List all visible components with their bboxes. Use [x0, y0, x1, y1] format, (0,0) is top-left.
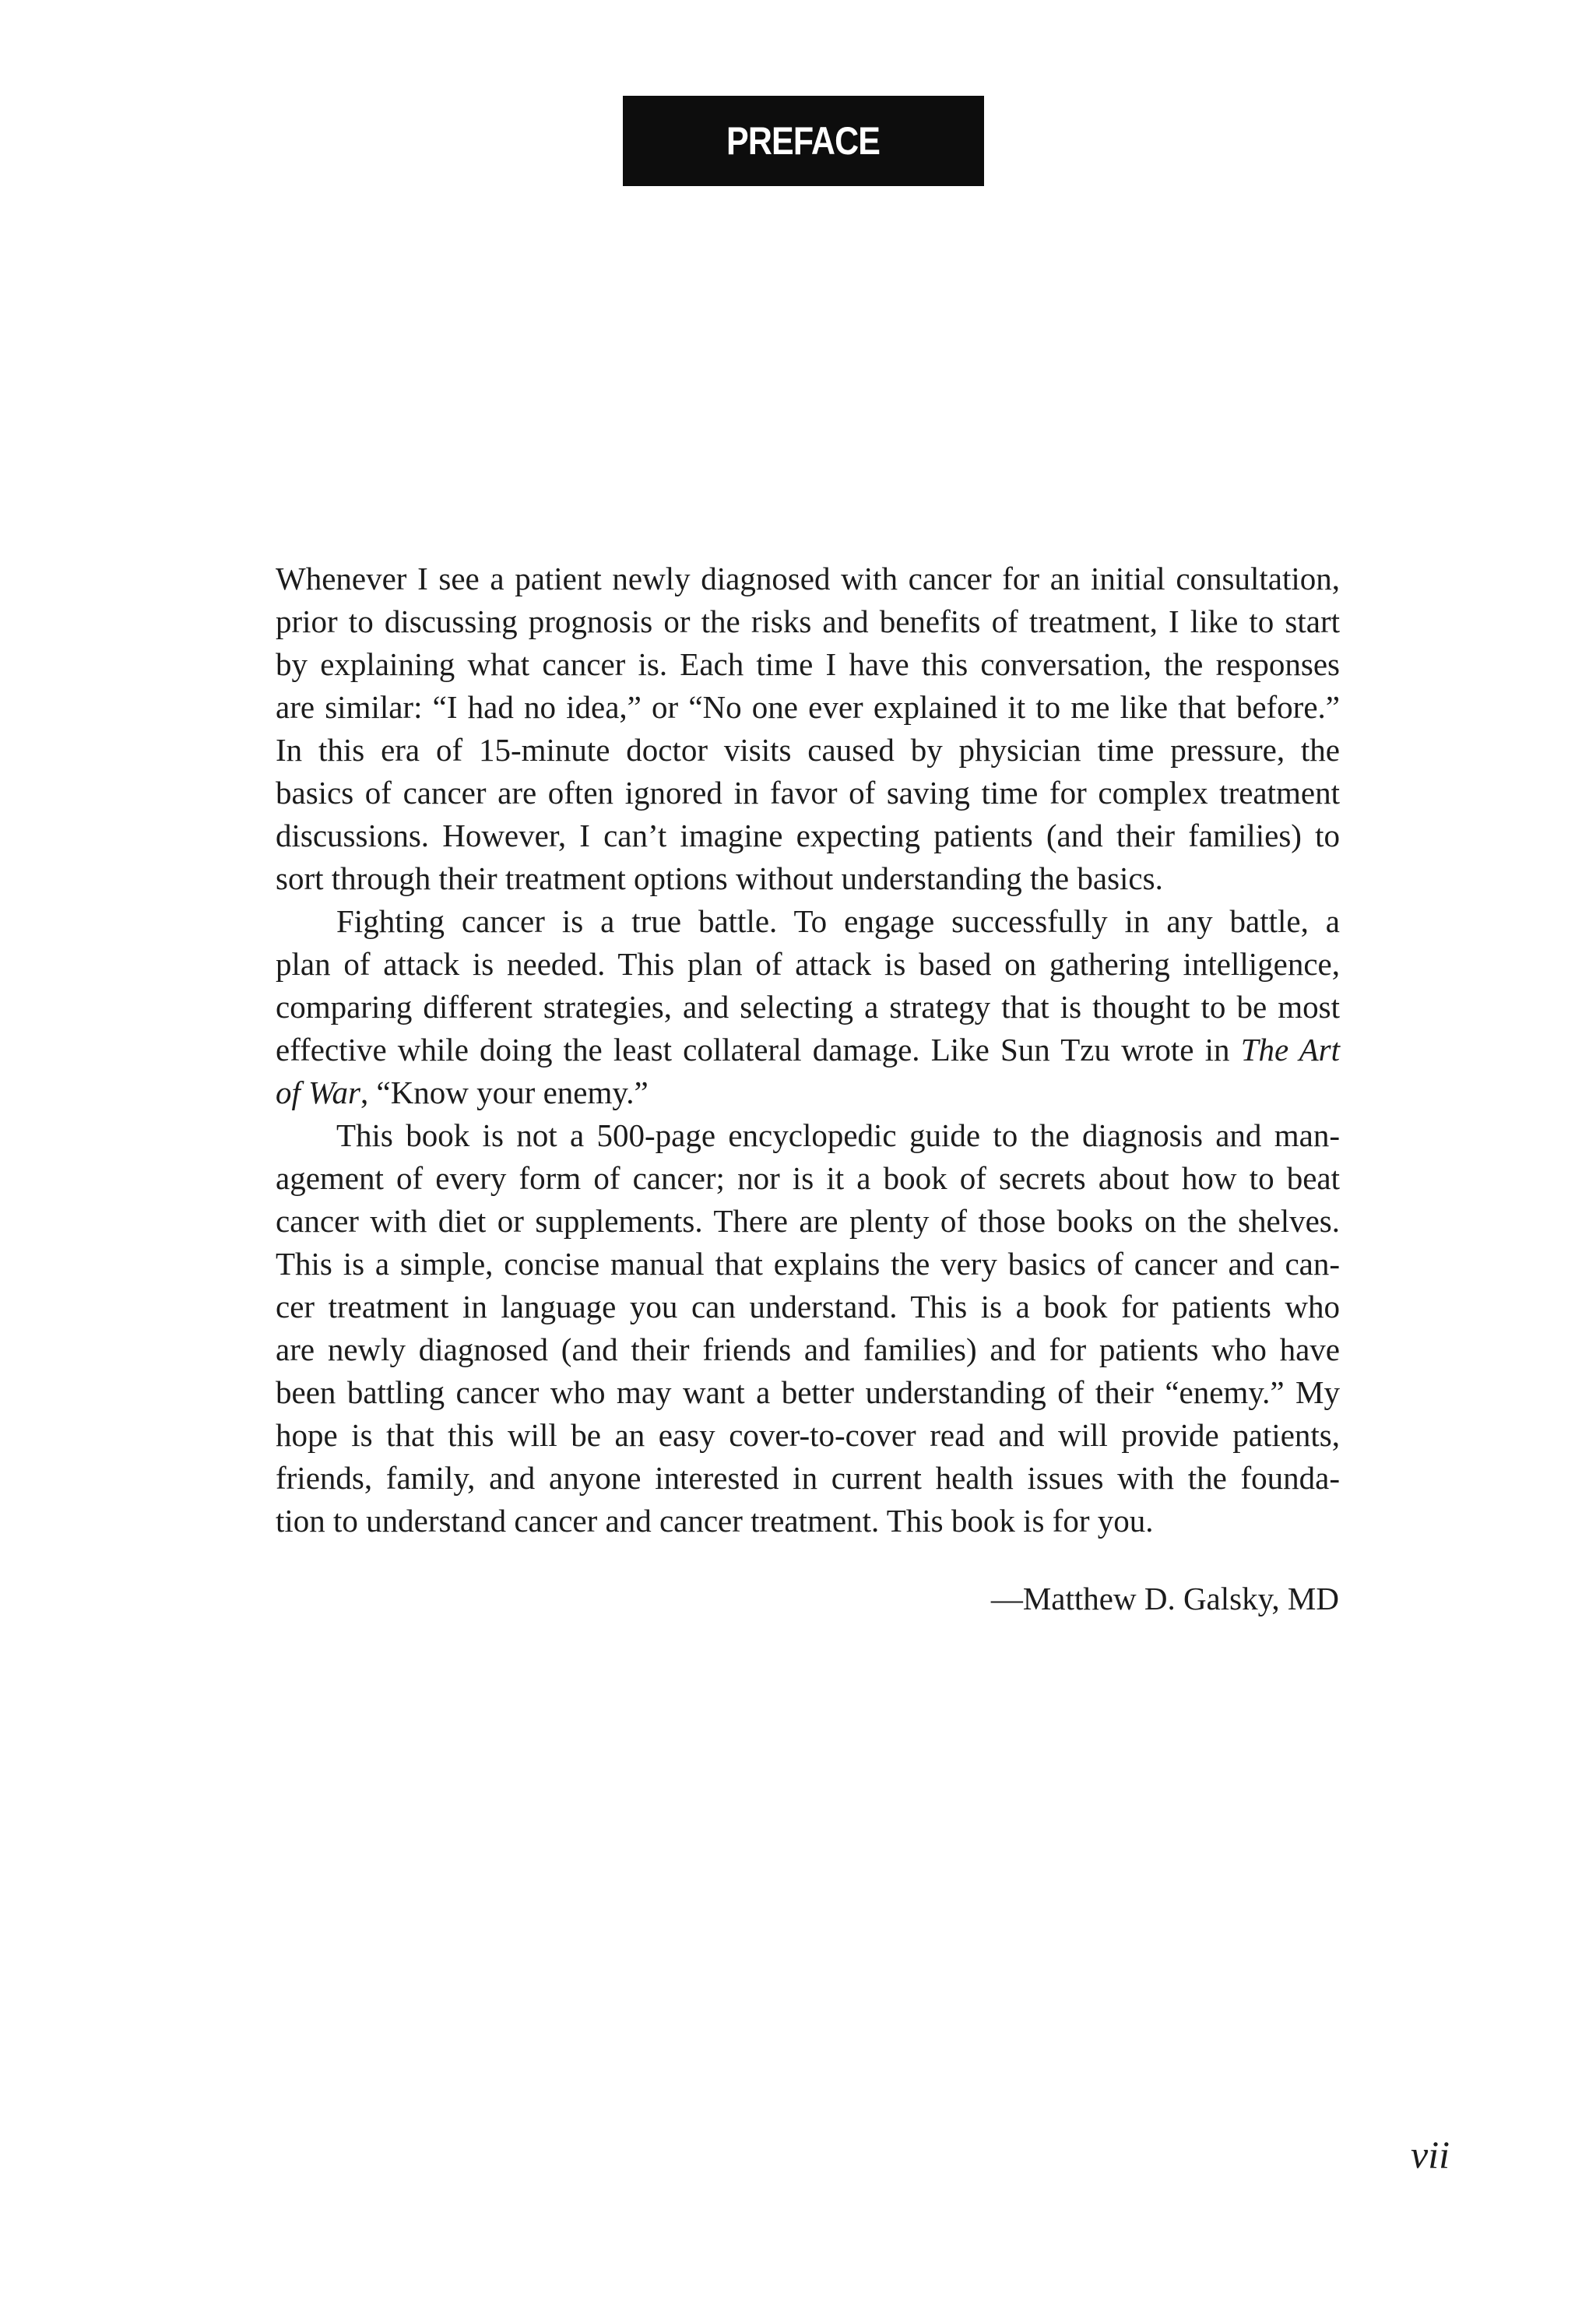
text-line: are newly diagnosed (and their friends and families) and for patients who have: [276, 1331, 1340, 1367]
book-title-italic: of War: [276, 1075, 360, 1110]
paragraph-3: [276, 1114, 1340, 1542]
paragraph-2: [276, 900, 1340, 1114]
text-line: plan of attack is needed. This plan of attack is based on gathering intelligence,: [276, 946, 1340, 982]
text-line: [276, 1071, 1340, 1114]
author-signature: —Matthew D. Galsky, MD: [990, 1581, 1339, 1616]
text-line: are similar: “I had no idea,” or “No one ever explained it to me like that before.”: [276, 689, 1340, 725]
text-line: friends, family, and anyone interested in current health issues with the founda-: [276, 1460, 1340, 1496]
text-line: Fighting cancer is a true battle. To engage successfully in any battle, a: [336, 903, 1340, 939]
text-line: [276, 1029, 1340, 1071]
text-line: cer treatment in language you can understand. This is a book for patients who: [276, 1289, 1340, 1324]
paragraph-1: [276, 558, 1340, 900]
text-line: basics of cancer are often ignored in favor of saving time for complex treatment: [276, 775, 1340, 811]
page-number: vii: [1411, 2133, 1450, 2176]
text-line: comparing different strategies, and selecting a strategy that is thought to be most: [276, 989, 1340, 1025]
text-line: prior to discussing prognosis or the risks and benefits of treatment, I like to start: [276, 603, 1340, 639]
text-line: Whenever I see a patient newly diagnosed with cancer for an initial consultation,: [276, 561, 1340, 596]
book-title-italic: The Art: [1240, 1032, 1341, 1068]
preface-heading-box: [623, 96, 984, 186]
text-line: sort through their treatment options without understanding the basics.: [276, 860, 1163, 896]
text-line: agement of every form of cancer; nor is it a book of secrets about how to beat: [276, 1160, 1340, 1196]
page-title: PREFACE: [726, 119, 881, 163]
text-line: discussions. However, I can’t imagine expecting patients (and their families) to: [276, 818, 1340, 853]
text-line: In this era of 15-minute doctor visits caused by physician time pressure, the: [276, 732, 1340, 768]
text-segment: , “Know your enemy.”: [360, 1075, 649, 1110]
text-line: been battling cancer who may want a better understanding of their “enemy.” My: [276, 1374, 1340, 1410]
text-line: This is a simple, concise manual that explains the very basics of cancer and can-: [276, 1246, 1340, 1282]
preface-body: [276, 558, 1340, 1542]
text-line: by explaining what cancer is. Each time I have this conversation, the responses: [276, 646, 1340, 682]
text-segment: effective while doing the least collateral damage. Like Sun Tzu wrote in: [276, 1032, 1230, 1068]
text-line: hope is that this will be an easy cover-to-cover read and will provide patients,: [276, 1417, 1340, 1453]
text-line: tion to understand cancer and cancer treatment. This book is for you.: [276, 1503, 1154, 1539]
text-line: This book is not a 500-page encyclopedic guide to the diagnosis and man-: [336, 1117, 1340, 1153]
text-line: cancer with diet or supplements. There are plenty of those books on the shelves.: [276, 1203, 1340, 1239]
